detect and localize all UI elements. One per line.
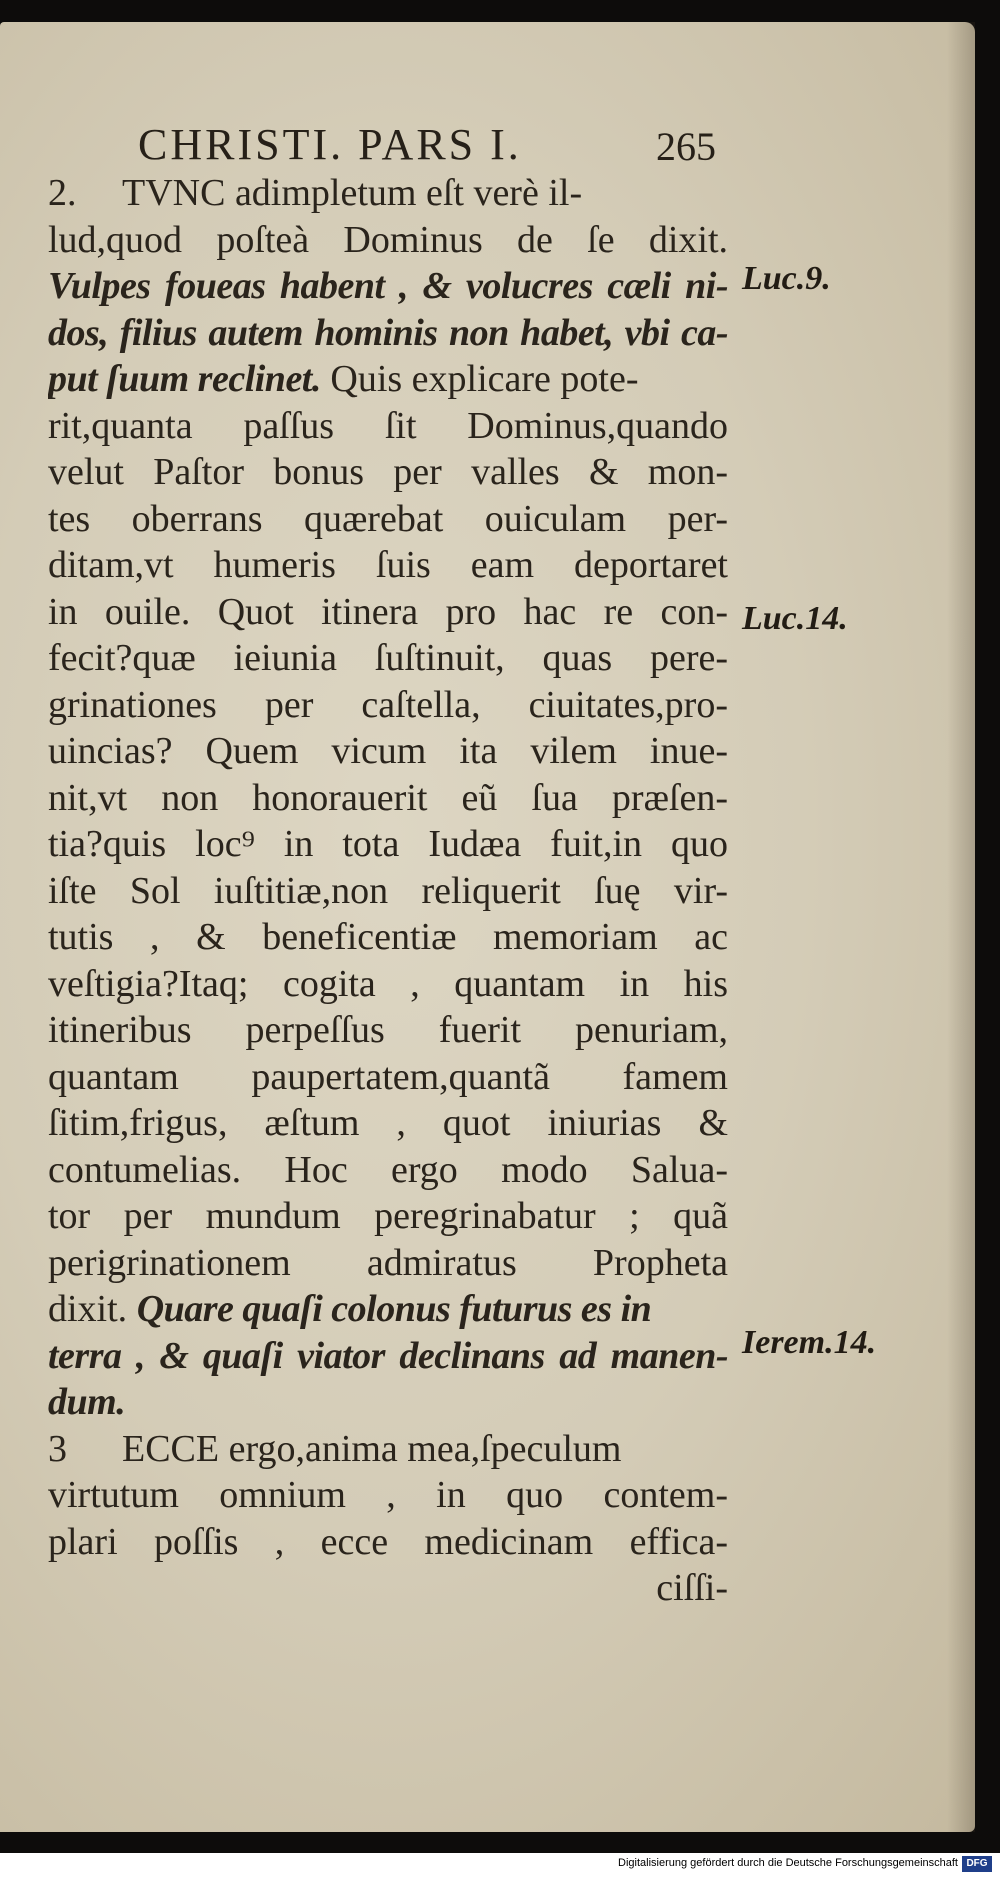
- text-line: itineribus perpeſſus fuerit penuriam,: [48, 1009, 728, 1051]
- paragraph-number: 2.: [48, 172, 77, 214]
- text-line: rit,quanta paſſus ſit Dominus,quando: [48, 404, 728, 447]
- text-line: 3 ECCE ergo,anima mea,ſpeculum: [48, 1426, 728, 1473]
- margin-note: Ierem.14.: [742, 1324, 877, 1361]
- text-line: perigrinationem admiratus Propheta: [48, 1241, 728, 1284]
- text-line: 2. TVNC adimpletum eſt verè il-: [48, 170, 728, 217]
- text-line: dixit. Quare quaſi colonus futurus es in: [48, 1288, 652, 1330]
- text-line: in ouile. Quot itinera pro hac re con-: [48, 590, 728, 633]
- margin-note: Luc.9.: [742, 260, 831, 297]
- footer-credit: Digitalisierung gefördert durch die Deutsche Forschungsgemeinschaft: [618, 1857, 958, 1869]
- text-line: plari poſſis , ecce medicinam effica-: [48, 1520, 728, 1563]
- text-line: lud,quod poſteà Dominus de ſe dixit.: [48, 218, 728, 261]
- text-line: fecit?quæ ieiunia ſuſtinuit, quas pere-: [48, 637, 728, 679]
- margin-note: Luc.14.: [742, 600, 848, 637]
- running-head: CHRISTI. PARS I.: [138, 120, 522, 169]
- text-line: ſitim,frigus, æſtum , quot iniurias &: [48, 1102, 728, 1144]
- text-line-italic: dos, filius autem hominis non habet, vbi ca-: [48, 311, 728, 354]
- page-edge-shadow: [947, 22, 975, 1832]
- text-line: grinationes per caſtella, ciuitates,pro-: [48, 683, 728, 726]
- text-line: tor per mundum peregrinabatur ; quã: [48, 1195, 728, 1237]
- paragraph-number: 3: [48, 1427, 67, 1470]
- footer-bar: [0, 1853, 1000, 1877]
- text-line: tutis , & beneficentiæ memoriam ac: [48, 916, 728, 958]
- text-line: quantam paupertatem,quantã famem: [48, 1055, 728, 1098]
- text-line: virtutum omnium , in quo contem-: [48, 1474, 728, 1516]
- text-line: nit,vt non honorauerit eũ ſua præſen-: [48, 776, 728, 819]
- text-line: contumelias. Hoc ergo modo Salua-: [48, 1148, 728, 1191]
- text-line: put ſuum reclinet. Quis explicare pote-: [48, 358, 639, 400]
- text-line: iſte Sol iuſtitiæ,non reliquerit ſuę vir-: [48, 869, 728, 912]
- text-line: velut Paſtor bonus per valles & mon-: [48, 451, 728, 493]
- text-line: tes oberrans quærebat ouiculam per-: [48, 497, 728, 540]
- text-line: ditam,vt humeris ſuis eam deportaret: [48, 544, 728, 586]
- dfg-logo: DFG: [962, 1856, 992, 1872]
- text-line-italic: dum.: [48, 1381, 126, 1423]
- text-line-italic: terra , & quaſi viator declinans ad manen-: [48, 1334, 728, 1377]
- text-line: tia?quis loc⁹ in tota Iudæa fuit,in quo: [48, 823, 728, 865]
- page-number: 265: [656, 124, 716, 169]
- catchword: ciſſi-: [656, 1567, 728, 1609]
- text-line-italic: Vulpes foueas habent , & volucres cæli ni-: [48, 265, 728, 307]
- text-line: uincias? Quem vicum ita vilem inue-: [48, 730, 728, 772]
- body-text: [48, 170, 728, 1612]
- text-line: veſtigia?Itaq; cogita , quantam in his: [48, 962, 728, 1005]
- book-page: [0, 22, 975, 1832]
